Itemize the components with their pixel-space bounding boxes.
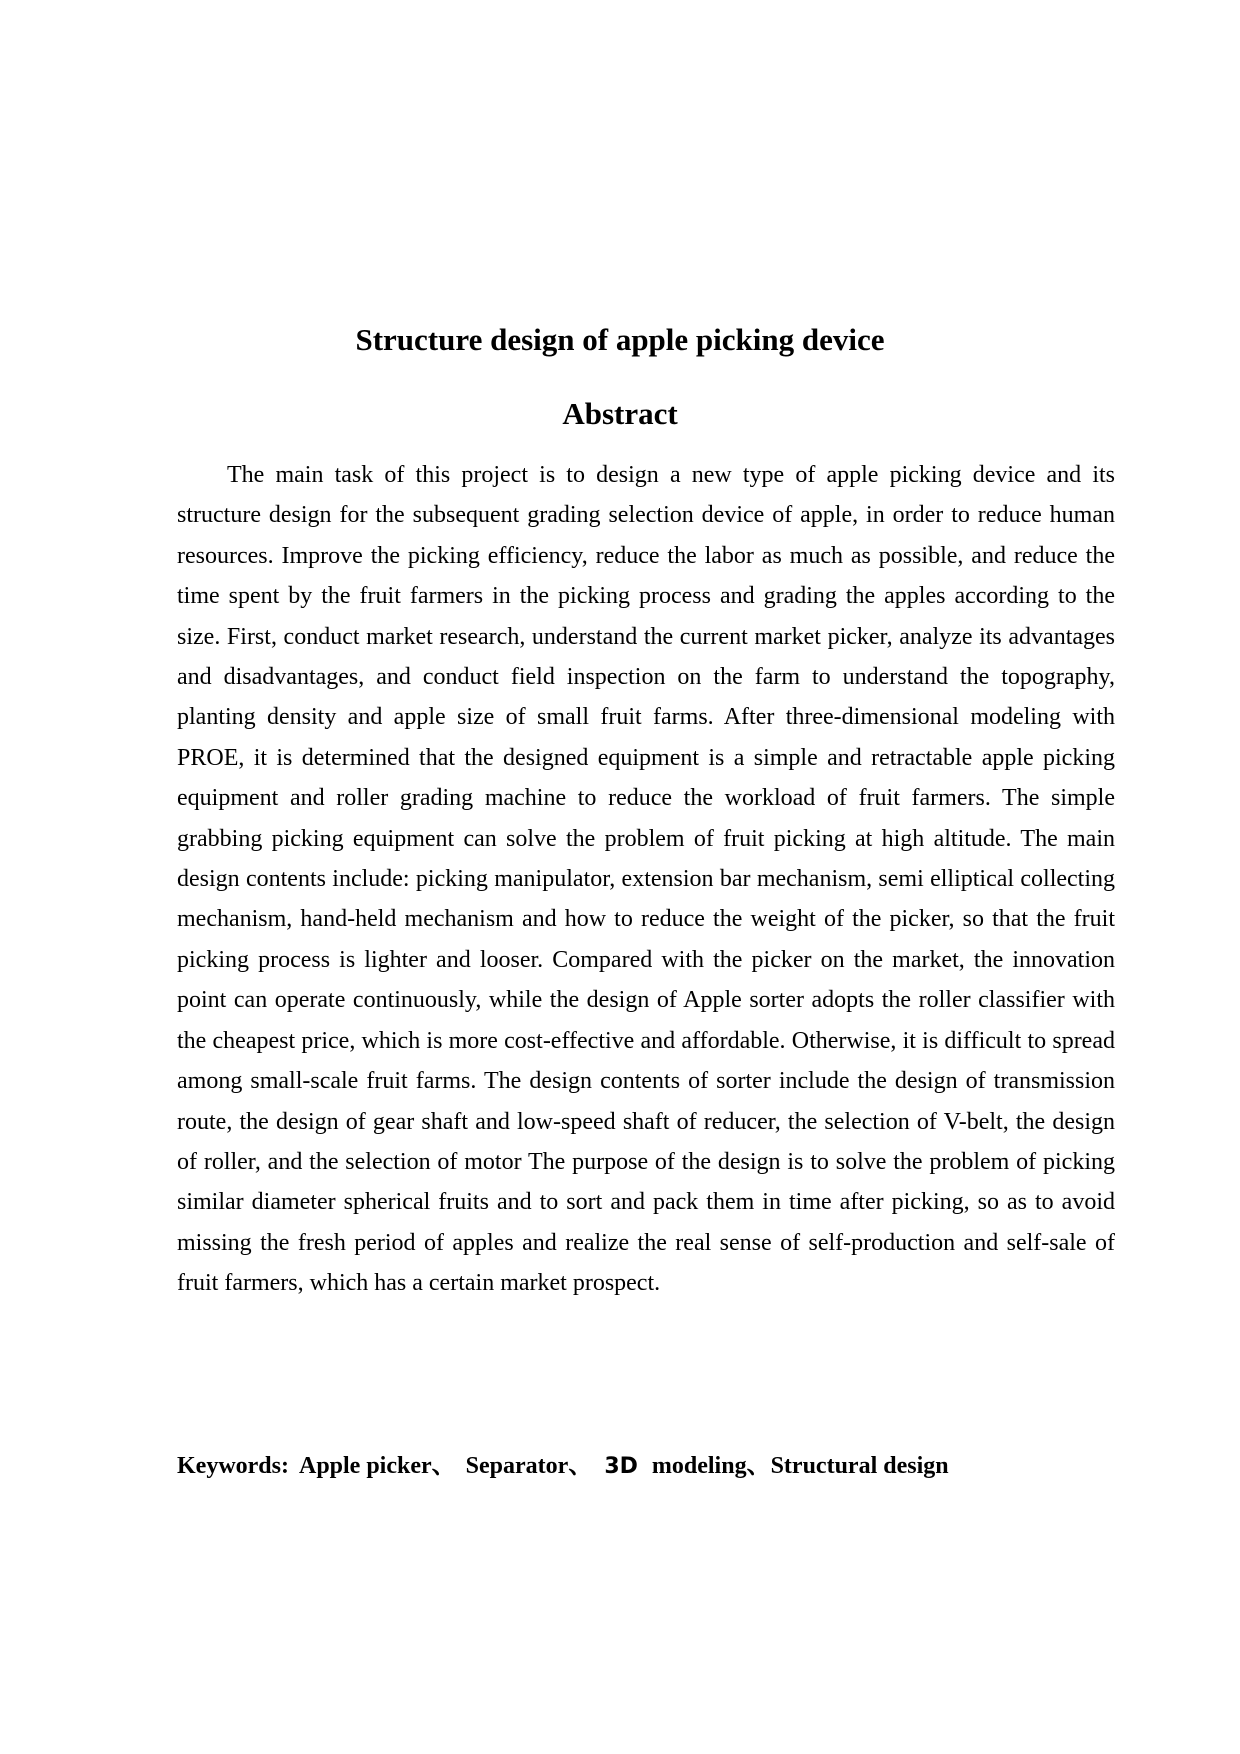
- keyword-separator: 、: [746, 1453, 771, 1479]
- keywords-line: [177, 1446, 1115, 1487]
- abstract-heading: Abstract: [562, 396, 678, 431]
- keyword-separator: 、: [431, 1453, 456, 1479]
- keyword-apple-picker: Apple picker: [298, 1453, 432, 1479]
- keyword-separator: 、: [568, 1453, 593, 1479]
- keywords-label: Keywords:: [177, 1453, 289, 1479]
- abstract-body: The main task of this project is to design a new type of apple picking device and its structure design for the subsequent grading selection device of apple, in order to reduce human resources. Improve the picking efficiency, reduce the labor as much as possible, and reduce the time spent by the fruit farmers in the picking process and grading the apples according to the size. First, conduct market research, understand the current market picker, analyze its advantages and disadvantages, and conduct field inspection on the farm to understand the topography, planting density and apple size of small fruit farms. After three-dimensional modeling with PROE, it is determined that the designed equipment is a simple and retractable apple picking equipment and roller grading machine to reduce the workload of fruit farmers. The simple grabbing picking equipment can solve the problem of fruit picking at high altitude. The main design contents include: picking manipulator, extension bar mechanism, semi elliptical collecting mechanism, hand-held mechanism and how to reduce the weight of the picker, so that the fruit picking process is lighter and looser. Compared with the picker on the market, the innovation point can operate continuously, while the design of Apple sorter adopts the roller classifier with the cheapest price, which is more cost-effective and affordable. Otherwise, it is difficult to spread among small-scale fruit farms. The design contents of sorter include the design of transmission route, the design of gear shaft and low-speed shaft of reducer, the selection of V-belt, the design of roller, and the selection of motor The purpose of the design is to solve the problem of picking similar diameter spherical fruits and to sort and pack them in time after picking, so as to avoid missing the fresh period of apples and realize the real sense of self-production and self-sale of fruit farmers, which has a certain market prospect.: [177, 462, 1115, 1297]
- keyword-modeling: modeling: [651, 1453, 747, 1479]
- keyword-3d-prefix: 3D: [604, 1454, 638, 1479]
- paper-title: Structure design of apple picking device: [355, 322, 885, 357]
- keyword-structural-design: Structural design: [770, 1453, 949, 1479]
- keyword-separator-term: Separator: [465, 1453, 569, 1479]
